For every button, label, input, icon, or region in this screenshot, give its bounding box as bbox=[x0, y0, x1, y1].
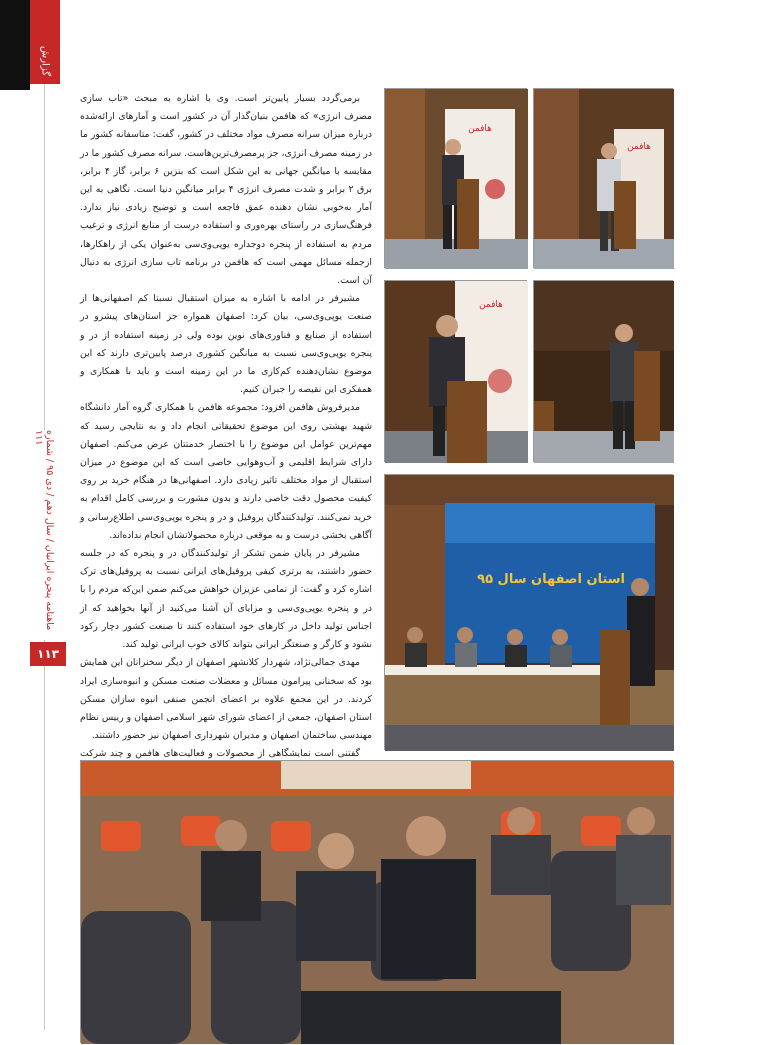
article-paragraph: برمی‌گردد بسیار پایین‌تر است. وی با اشاره به مبحث «تاب سازی مصرف انرژی» که هافمن بنیان‌گذار آن در کشور است و آمارهای ارائه‌شده درباره میزان سرانه مصرف مواد مختلف در کشور، گفت: متاسفانه کشور ما در زمینه مصرف انرژی، جز پرمصرف‌ترین‌هاست. سرانه مصرف کشور ما در مقایسه با میانگین جهانی به این شکل است که بنزین ۶ برابر، گاز ۴ برابر، برق ۲ برابر و شدت مصرف انرژی ۴ برابر میانگین دنیا است. نگاهی به این آمار به‌خوبی نشان دهنده عمق فاجعه است و توضیح زیادی نیاز ندارد. فرهنگ‌سازی در راستای بهره‌وری و استفاده درست از منابع انرژی و ترغیب مردم به استفاده از پنجره دوجداره یو‌پی‌وی‌سی به‌عنوان یکی از راهکارها، ازجمله مسائل مهمی است که هافمن در برنامه تاب سازی انرژی به دنبال آن است. bbox=[80, 93, 372, 287]
article-paragraph: مهدی جمالی‌نژاد، شهردار کلانشهر اصفهان از دیگر سخنرانان این همایش بود که سخنانی پیرامون مسائل و معضلات صنعت مسکن و انبوه‌سازی ایراد کردند. در این مجمع علاوه بر اعضای انجمن صنفی انبوه سازان مسکن استان اصفهان، جمعی از اعضای شورای شهر اسلامی اصفهان و رییس نظام مهندسی ساختمان اصفهان و مدیران شهرداری اصفهان نیز حضور داشتند. bbox=[80, 657, 372, 742]
hall-banner-text: استان اصفهان سال ۹۵ bbox=[477, 572, 625, 587]
photo-speaker-4 bbox=[533, 280, 673, 462]
article-paragraph: مدیرفروش هافمن افزود: مجموعه هافمن با همکاری گروه آمار دانشگاه شهید بهشتی روی این موضوع تحقیقاتی انجام داد و به نتایجی رسید که مهم‌ترین عوامل این موضوع را با اختصار خدمتتان عرض می‌کنم. اصفهان دارای شرایط اقلیمی و آب‌وهوایی خاصی است که این موضوع در میزان استقبال از مواد مختلف تاثیر زیادی دارد. اصفهانی‌ها در هنگام خرید بر روی کیفیت محصول دقت خاصی دارند و بدون مشورت و بررسی کامل اقدام به خرید نمی‌کنند. تولیدکنندگان پروفیل و در و پنجره یو‌پی‌وی‌سی اطلاع‌رسانی و آگاهی بخشی درست و به موقعی درباره محصولاتشان انجام نداده‌اند. bbox=[80, 402, 372, 541]
banner-text: هافمن bbox=[627, 142, 651, 152]
photo-speaker-3 bbox=[384, 280, 527, 462]
section-label: گزارش bbox=[39, 45, 51, 76]
article-paragraph: مشیرفر در پایان ضمن تشکر از تولیدکنندگان در و پنجره که در جلسه حضور داشتند، به برتری کیفی پروفیل‌های ایرانی نسبت به پروفیل‌های ترک اشاره کرد و گفت: از تمامی عزیزان خواهش می‌کنم ضمن این‌که مردم را با در و پنجره یو‌پی‌وی‌سی و مزایای آن آشنا می‌کنید از آنها بخواهید که از اجناس تولید داخل در کارهای خود استفاده کنند تا صنعت کشور دچار رکود نشود و کارگر و صنعتگر ایرانی بتواند کالای خوب ایرانی تولید کند. bbox=[80, 548, 372, 651]
photo-stage-panel bbox=[384, 474, 673, 750]
photo-speaker-1 bbox=[384, 88, 527, 268]
top-black-strip bbox=[0, 0, 30, 90]
article-paragraph: مشیرفر در ادامه با اشاره به میزان استقبال نسبتا کم اصفهانی‌ها از صنعت یو‌پی‌وی‌سی، بیان کرد: اصفهان همواره جز استان‌های پیشرو در استفاده از صنایع و فناوری‌های نوین بوده ولی در زمینه استفاده از در و پنجره یو‌پی‌وی‌سی نسبت به میانگین کشوری درصد پایین‌تری دارند که این موضوع نشان‌دهنده کم‌کاری ما در این زمینه است و باید با همکاری و همفکری این نقیصه را جبران کنیم. bbox=[80, 293, 372, 396]
issue-caption: ماهنامه پنجره ایرانیان / سال دهم / دی ۹۵ / شماره ۱۱۱ bbox=[34, 430, 54, 640]
article-body bbox=[80, 90, 372, 760]
article-paragraph: گفتنی است نمایشگاهی از محصولات و فعالیت‌های هافمن و چند شرکت bbox=[80, 748, 360, 760]
page-number: ۱۱۳ bbox=[30, 642, 66, 666]
banner-text: هافمن bbox=[468, 124, 492, 134]
section-tab bbox=[30, 0, 60, 84]
banner-text: هافمن bbox=[479, 300, 503, 310]
photo-speaker-2 bbox=[533, 88, 673, 268]
photo-audience bbox=[80, 760, 673, 1043]
